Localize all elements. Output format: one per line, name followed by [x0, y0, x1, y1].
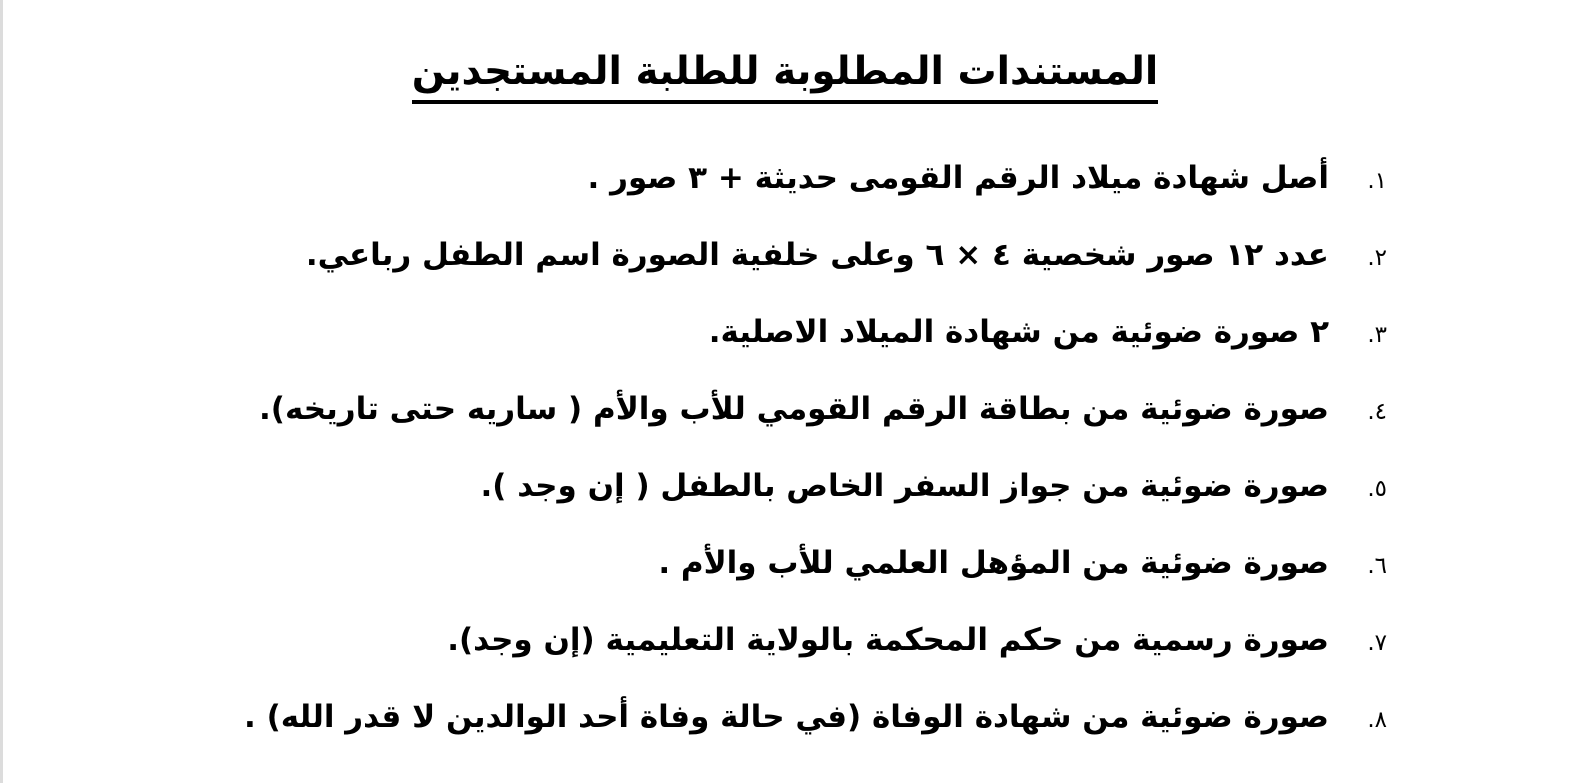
page-title: المستندات المطلوبة للطلبة المستجدين: [412, 48, 1159, 104]
list-item: [0, 527, 1387, 604]
list-item-number: ١.: [1367, 167, 1387, 194]
list-item-text: صورة ضوئية من بطاقة الرقم القومي للأب والأم ( ساريه حتى تاريخه).: [259, 390, 1329, 427]
list-item-text: عدد ١٢ صور شخصية ٤ × ٦ وعلى خلفية الصورة اسم الطفل رباعي.: [305, 236, 1329, 273]
list-item: [0, 296, 1387, 373]
list-item-text: صورة ضوئية من المؤهل العلمي للأب والأم .: [658, 544, 1329, 581]
list-item-number: ٢.: [1367, 244, 1387, 271]
list-item: [0, 604, 1387, 681]
list-item: [0, 681, 1387, 758]
title-container: [0, 0, 1570, 104]
list-item-text: صورة رسمية من حكم المحكمة بالولاية التعليمية (إن وجد).: [447, 621, 1329, 658]
list-item-text: صورة ضوئية من جواز السفر الخاص بالطفل ( إن وجد ).: [480, 467, 1329, 504]
page-edge-divider: [0, 0, 3, 783]
requirements-list: [0, 142, 1570, 758]
list-item-number: ٨.: [1367, 706, 1387, 733]
list-item-text: أصل شهادة ميلاد الرقم القومى حديثة + ٣ صور .: [587, 159, 1329, 196]
list-item-text: صورة ضوئية من شهادة الوفاة (في حالة وفاة أحد الوالدين لا قدر الله) .: [244, 698, 1329, 735]
list-item-number: ٤.: [1367, 398, 1387, 425]
list-item-number: ٣.: [1367, 321, 1387, 348]
list-item: [0, 450, 1387, 527]
list-item-number: ٥.: [1367, 475, 1387, 502]
list-item-number: ٦.: [1367, 552, 1387, 579]
list-item-number: ٧.: [1367, 629, 1387, 656]
list-item: [0, 219, 1387, 296]
list-item-text: ٢ صورة ضوئية من شهادة الميلاد الاصلية.: [708, 313, 1329, 350]
list-item: [0, 373, 1387, 450]
list-item: [0, 142, 1387, 219]
